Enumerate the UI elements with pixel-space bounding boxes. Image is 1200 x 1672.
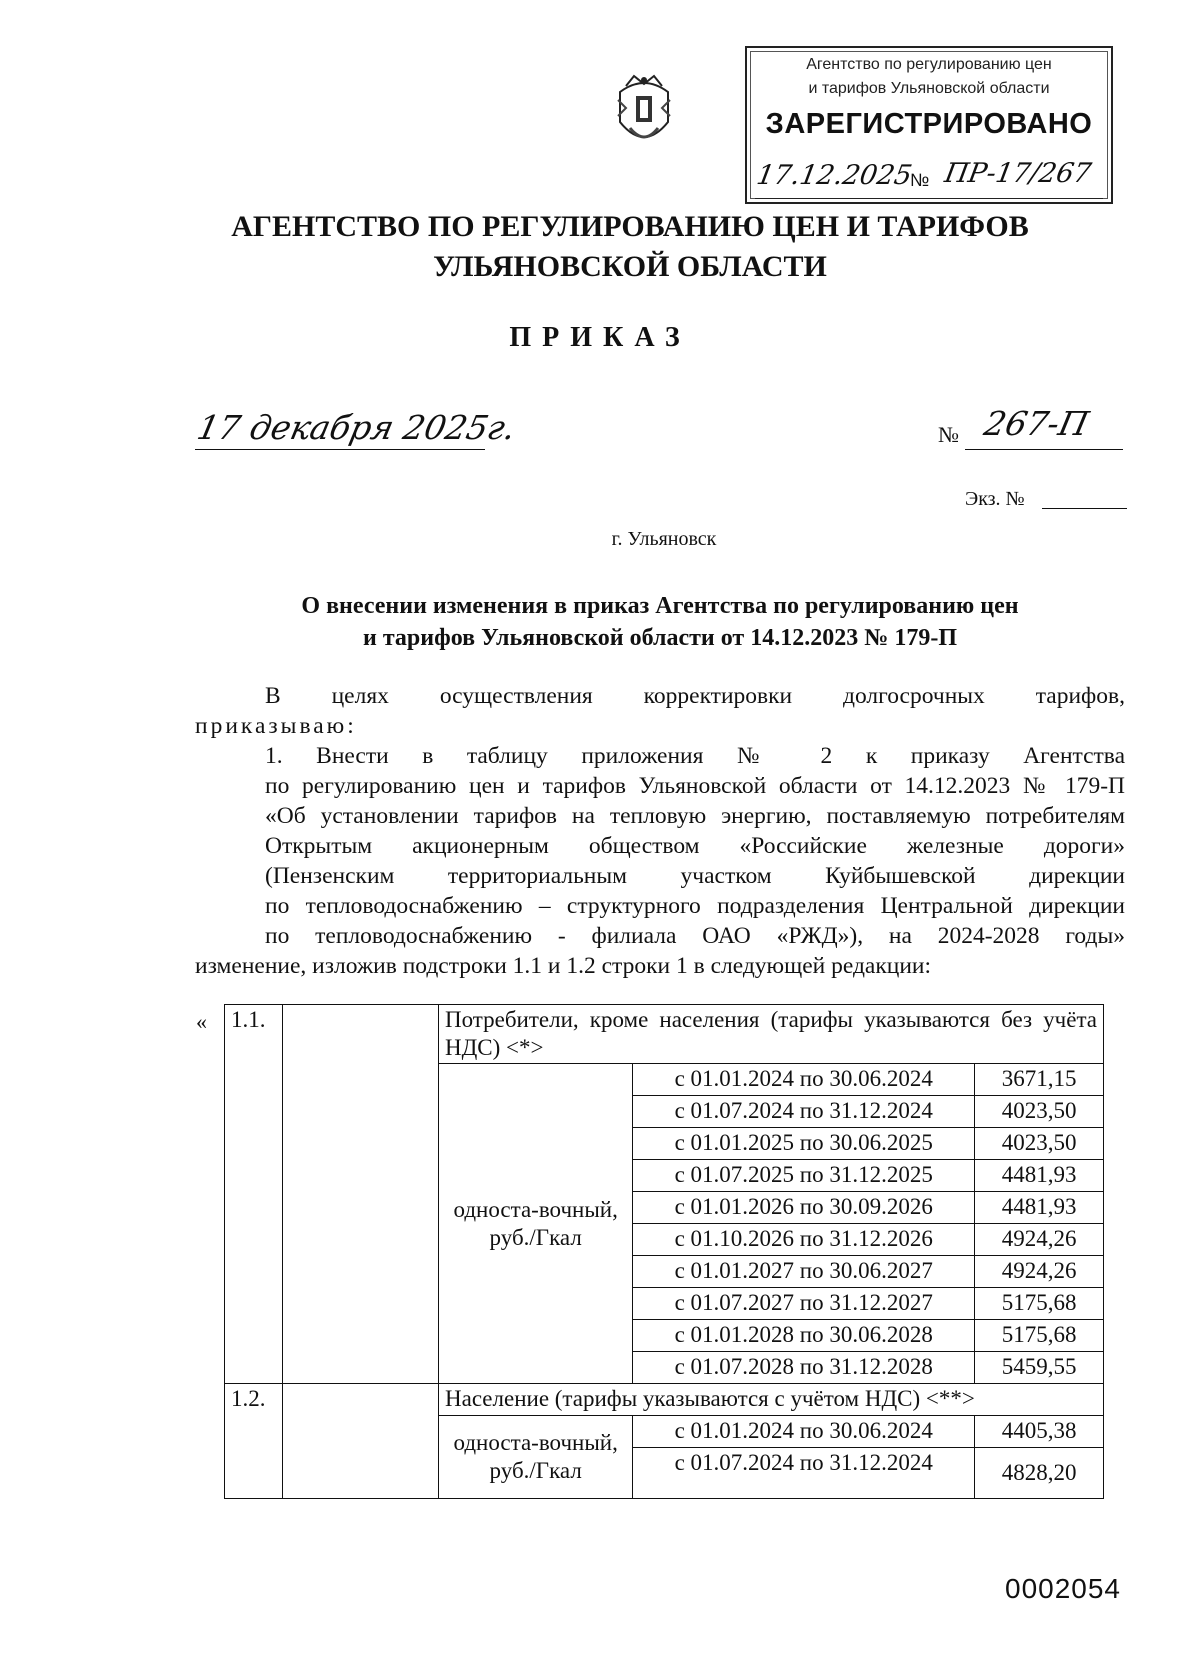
period-cell: с 01.07.2024 по 31.12.2024 — [633, 1096, 975, 1128]
group-header: Потребители, кроме населения (тарифы указываются без учёта НДС) <*> — [439, 1005, 1104, 1064]
body-paragraph-item1 — [195, 741, 1125, 981]
table-row — [225, 1005, 1104, 1064]
value-cell: 5459,55 — [975, 1352, 1104, 1384]
order-number-handwritten: 267-П — [980, 404, 1093, 443]
agency-title — [200, 207, 1060, 287]
order-subject — [195, 590, 1125, 654]
stamp-number-handwritten: ПР-17/267 — [942, 158, 1094, 189]
order-number-underline — [965, 449, 1123, 450]
subject-line2: и тарифов Ульяновской области от 14.12.2023 № 179-П — [363, 625, 957, 651]
blank-cell — [282, 1005, 438, 1384]
period-cell: с 01.07.2025 по 31.12.2025 — [633, 1160, 975, 1192]
copy-number-underline — [1042, 508, 1127, 509]
item1-line: 1. Внести в таблицу приложения № 2 к приказу Агентства — [265, 743, 1125, 769]
period-cell: с 01.07.2024 по 31.12.2024 — [633, 1448, 975, 1499]
value-cell: 4023,50 — [975, 1096, 1104, 1128]
stamp-underline — [755, 198, 1103, 199]
period-cell: с 01.01.2025 по 30.06.2025 — [633, 1128, 975, 1160]
stamp-registered: ЗАРЕГИСТРИРОВАНО — [765, 108, 1093, 140]
tariff-type: односта-вочный, руб./Гкал — [439, 1416, 633, 1499]
order-date-underline — [195, 449, 485, 450]
value-cell: 4023,50 — [975, 1128, 1104, 1160]
stamp-agency-line2: и тарифов Ульяновской области — [808, 80, 1050, 97]
value-cell: 5175,68 — [975, 1288, 1104, 1320]
agency-title-line1: АГЕНТСТВО ПО РЕГУЛИРОВАНИЮ ЦЕН И ТАРИФОВ — [231, 210, 1029, 243]
blank-cell — [282, 1384, 438, 1499]
copy-number-label: Экз. № — [965, 488, 1025, 510]
city: г. Ульяновск — [611, 528, 717, 550]
item1-line: по тепловодоснабжению - филиала ОАО «РЖД»), на 2024-2028 годы» — [265, 923, 1125, 949]
body-paragraph-purpose: В целях осуществления корректировки долгосрочных тарифов, — [265, 683, 1125, 709]
period-cell: с 01.10.2026 по 31.12.2026 — [633, 1224, 975, 1256]
tariff-type: односта-вочный, руб./Гкал — [439, 1064, 633, 1384]
value-cell: 4924,26 — [975, 1224, 1104, 1256]
document-serial-code: 0002054 — [1005, 1573, 1122, 1604]
group-header: Население (тарифы указываются с учётом НДС) <**> — [439, 1384, 1104, 1416]
coat-of-arms-emblem — [612, 72, 676, 154]
row-number: 1.1. — [225, 1005, 283, 1384]
order-title: ПРИКАЗ — [509, 322, 691, 353]
value-cell: 5175,68 — [975, 1320, 1104, 1352]
item1-line: по тепловодоснабжению – структурного подразделения Центральной дирекции — [265, 893, 1125, 919]
stamp-number-label: № — [910, 170, 930, 190]
value-cell: 4828,20 — [975, 1448, 1104, 1499]
value-cell: 4481,93 — [975, 1192, 1104, 1224]
table-row — [225, 1384, 1104, 1416]
item1-line: по регулированию цен и тарифов Ульяновской области от 14.12.2023 № 179-П — [265, 773, 1125, 799]
item1-line: «Об установлении тарифов на тепловую энергию, поставляемую потребителям — [265, 803, 1125, 829]
period-cell: с 01.07.2028 по 31.12.2028 — [633, 1352, 975, 1384]
order-number-label: № — [938, 422, 959, 447]
body-order-word: приказываю: — [195, 713, 357, 739]
item1-line: (Пензенским территориальным участком Куйбышевской дирекции — [265, 863, 1125, 889]
item1-line: Открытым акционерным обществом «Российские железные дороги» — [265, 833, 1125, 859]
registration-stamp — [745, 46, 1113, 204]
agency-title-line2: УЛЬЯНОВСКОЙ ОБЛАСТИ — [433, 250, 827, 283]
period-cell: с 01.01.2027 по 30.06.2027 — [633, 1256, 975, 1288]
tariff-table — [224, 1004, 1104, 1499]
period-cell: с 01.07.2027 по 31.12.2027 — [633, 1288, 975, 1320]
stamp-date-handwritten: 17.12.2025 — [754, 160, 915, 191]
value-cell: 3671,15 — [975, 1064, 1104, 1096]
order-date-handwritten: 17 декабря 2025г. — [193, 408, 520, 447]
value-cell: 4405,38 — [975, 1416, 1104, 1448]
period-cell: с 01.01.2026 по 30.09.2026 — [633, 1192, 975, 1224]
table-open-quote: « — [196, 1009, 207, 1034]
value-cell: 4481,93 — [975, 1160, 1104, 1192]
row-number: 1.2. — [225, 1384, 283, 1499]
period-cell: с 01.01.2024 по 30.06.2024 — [633, 1416, 975, 1448]
stamp-agency-line1: Агентство по регулированию цен — [806, 56, 1052, 73]
subject-line1: О внесении изменения в приказ Агентства по регулированию цен — [301, 593, 1019, 619]
item1-line-last: изменение, изложив подстроки 1.1 и 1.2 строки 1 в следующей редакции: — [195, 953, 932, 979]
period-cell: с 01.01.2028 по 30.06.2028 — [633, 1320, 975, 1352]
period-cell: с 01.01.2024 по 30.06.2024 — [633, 1064, 975, 1096]
value-cell: 4924,26 — [975, 1256, 1104, 1288]
